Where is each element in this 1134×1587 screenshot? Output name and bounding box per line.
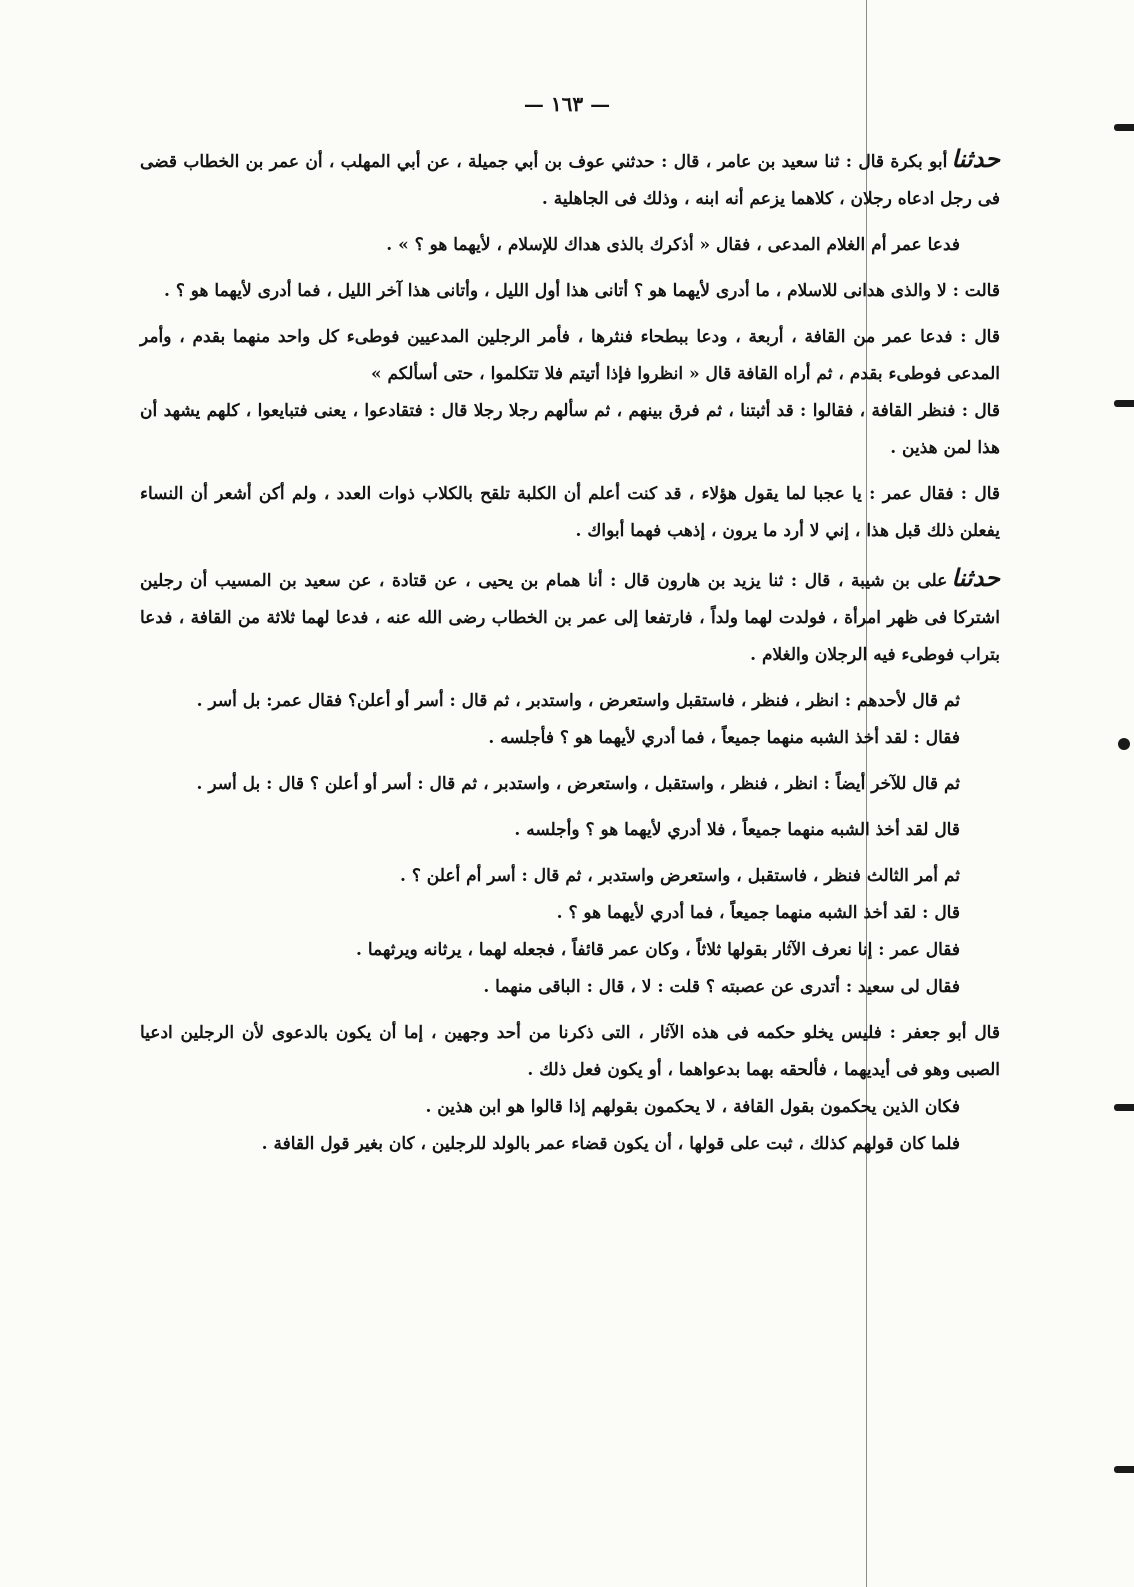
paragraph-1 <box>140 140 1000 218</box>
paragraph-3 <box>140 273 1000 310</box>
paragraph-text: فكان الذين يحكمون بقول القافة ، لا يحكمون بقولهم إذا قالوا هو ابن هذين . <box>425 1097 960 1117</box>
paragraph-text: قال : فدعا عمر من القافة ، أربعة ، ودعا ببطحاء فنثرها ، فأمر الرجلين المدعيين فوطىء كل واحد منهما بقدم ، وأمر المدعى فوطىء بقدم ، ثم أراه القافة قال « انظروا فإذا أتيتم فلا تتكلموا ، حتى أسألكم » <box>140 327 1000 384</box>
paragraph-16 <box>140 1015 1000 1089</box>
paragraph-text: فقال لى سعيد : أتدرى عن عصبته ؟ قلت : لا ، قال : الباقى منهما . <box>483 977 960 997</box>
paragraph-text: قال : فقال عمر : يا عجبا لما يقول هؤلاء ، قد كنت أعلم أن الكلبة تلقح بالكلاب ذوات العدد ، ولم أكن أشعر أن النساء يفعلن ذلك قبل هذا ، إني لا أرد ما يرون ، إذهب فهما أبواك . <box>140 484 1000 541</box>
paragraph-text: أبو بكرة قال : ثنا سعيد بن عامر ، قال : حدثني عوف بن أبي جميلة ، عن أبي المهلب ، أن عمر بن الخطاب قضى فى رجل ادعاه رجلان ، كلاهما يزعم أنه ابنه ، وذلك فى الجاهلية . <box>140 152 1000 209</box>
hadith-lead-word: حدثنا <box>951 563 1000 592</box>
paragraph-4 <box>140 319 1000 393</box>
paragraph-text: فدعا عمر أم الغلام المدعى ، فقال « أذكرك بالذى هداك للإسلام ، لأيهما هو ؟ » . <box>386 235 960 255</box>
paragraph-text: ثم قال للآخر أيضاً : انظر ، فنظر ، واستقبل ، واستعرض ، واستدبر ، ثم قال : أسر أو أعلن ؟ قال : بل أسر . <box>196 774 960 794</box>
paragraph-18 <box>140 1126 1000 1163</box>
page-number: — ١٦٣ — <box>523 92 611 116</box>
paragraph-17 <box>140 1089 1000 1126</box>
paragraph-text: قالت : لا والذى هدانى للاسلام ، ما أدرى لأيهما هو ؟ أتانى هذا أول الليل ، وأتانى هذا آخر الليل ، فما أدرى لأيهما هو ؟ . <box>163 281 1000 301</box>
scan-edge-mark <box>1114 400 1134 407</box>
paragraph-11 <box>140 812 1000 849</box>
paragraph-7 <box>140 559 1000 674</box>
paragraph-text: قال لقد أخذ الشبه منهما جميعاً ، فلا أدري لأيهما هو ؟ وأجلسه . <box>514 820 960 840</box>
paragraph-12 <box>140 858 1000 895</box>
body-text <box>140 140 1000 1163</box>
paragraph-15 <box>140 969 1000 1006</box>
scan-edge-mark <box>1114 124 1134 131</box>
paragraph-text: فقال : لقد أخذ الشبه منهما جميعاً ، فما أدري لأيهما هو ؟ فأجلسه . <box>488 728 960 748</box>
paragraph-text: ثم قال لأحدهم : انظر ، فنظر ، فاستقبل واستعرض ، واستدبر ، ثم قال : أسر أو أعلن؟ فقال عمر: بل أسر . <box>196 691 960 711</box>
paragraph-text: على بن شيبة ، قال : ثنا يزيد بن هارون قال : أنا همام بن يحيى ، عن قتادة ، عن سعيد بن المسيب أن رجلين اشتركا فى ظهر امرأة ، فولدت لهما ولداً ، فارتفعا إلى عمر بن الخطاب رضى الله عنه ، فدعا لهما ثلاثة من القافة ، فدعا بتراب فوطىء فيه الرجلان والغلام . <box>140 571 1000 665</box>
paragraph-5 <box>140 393 1000 467</box>
scan-edge-mark <box>1114 1104 1134 1111</box>
paragraph-text: فقال عمر : إنا نعرف الآثار بقولها ثلاثاً ، وكان عمر قائفاً ، فجعله لهما ، يرثانه ويرثهما . <box>356 940 960 960</box>
paragraph-text: قال أبو جعفر : فليس يخلو حكمه فى هذه الآثار ، التى ذكرنا من أحد وجهين ، إما أن يكون بالدعوى لأن الرجلين ادعيا الصبى وهو فى أيديهما ، فألحقه بهما بدعواهما ، أو يكون فعل ذلك . <box>140 1023 1000 1080</box>
scan-edge-mark <box>1114 1466 1134 1473</box>
scan-edge-dot <box>1118 738 1130 750</box>
paragraph-text: قال : فنظر القافة ، فقالوا : قد أثبتنا ، ثم فرق بينهم ، ثم سألهم رجلا رجلا قال : فتقادعوا ، يعنى فتبايعوا ، كلهم يشهد أن هذا لمن هذين . <box>140 401 1000 458</box>
paragraph-13 <box>140 895 1000 932</box>
paragraph-10 <box>140 766 1000 803</box>
paragraph-text: ثم أمر الثالث فنظر ، فاستقبل ، واستعرض واستدبر ، ثم قال : أسر أم أعلن ؟ . <box>399 866 960 886</box>
paragraph-8 <box>140 683 1000 720</box>
paragraph-14 <box>140 932 1000 969</box>
paragraph-text: فلما كان قولهم كذلك ، ثبت على قولها ، أن يكون قضاء عمر بالولد للرجلين ، كان بغير قول القافة . <box>261 1134 960 1154</box>
hadith-lead-word: حدثنا <box>951 144 1000 173</box>
paragraph-9 <box>140 720 1000 757</box>
paragraph-6 <box>140 476 1000 550</box>
paragraph-2 <box>140 227 1000 264</box>
paragraph-text: قال : لقد أخذ الشبه منهما جميعاً ، فما أدري لأيهما هو ؟ . <box>556 903 960 923</box>
